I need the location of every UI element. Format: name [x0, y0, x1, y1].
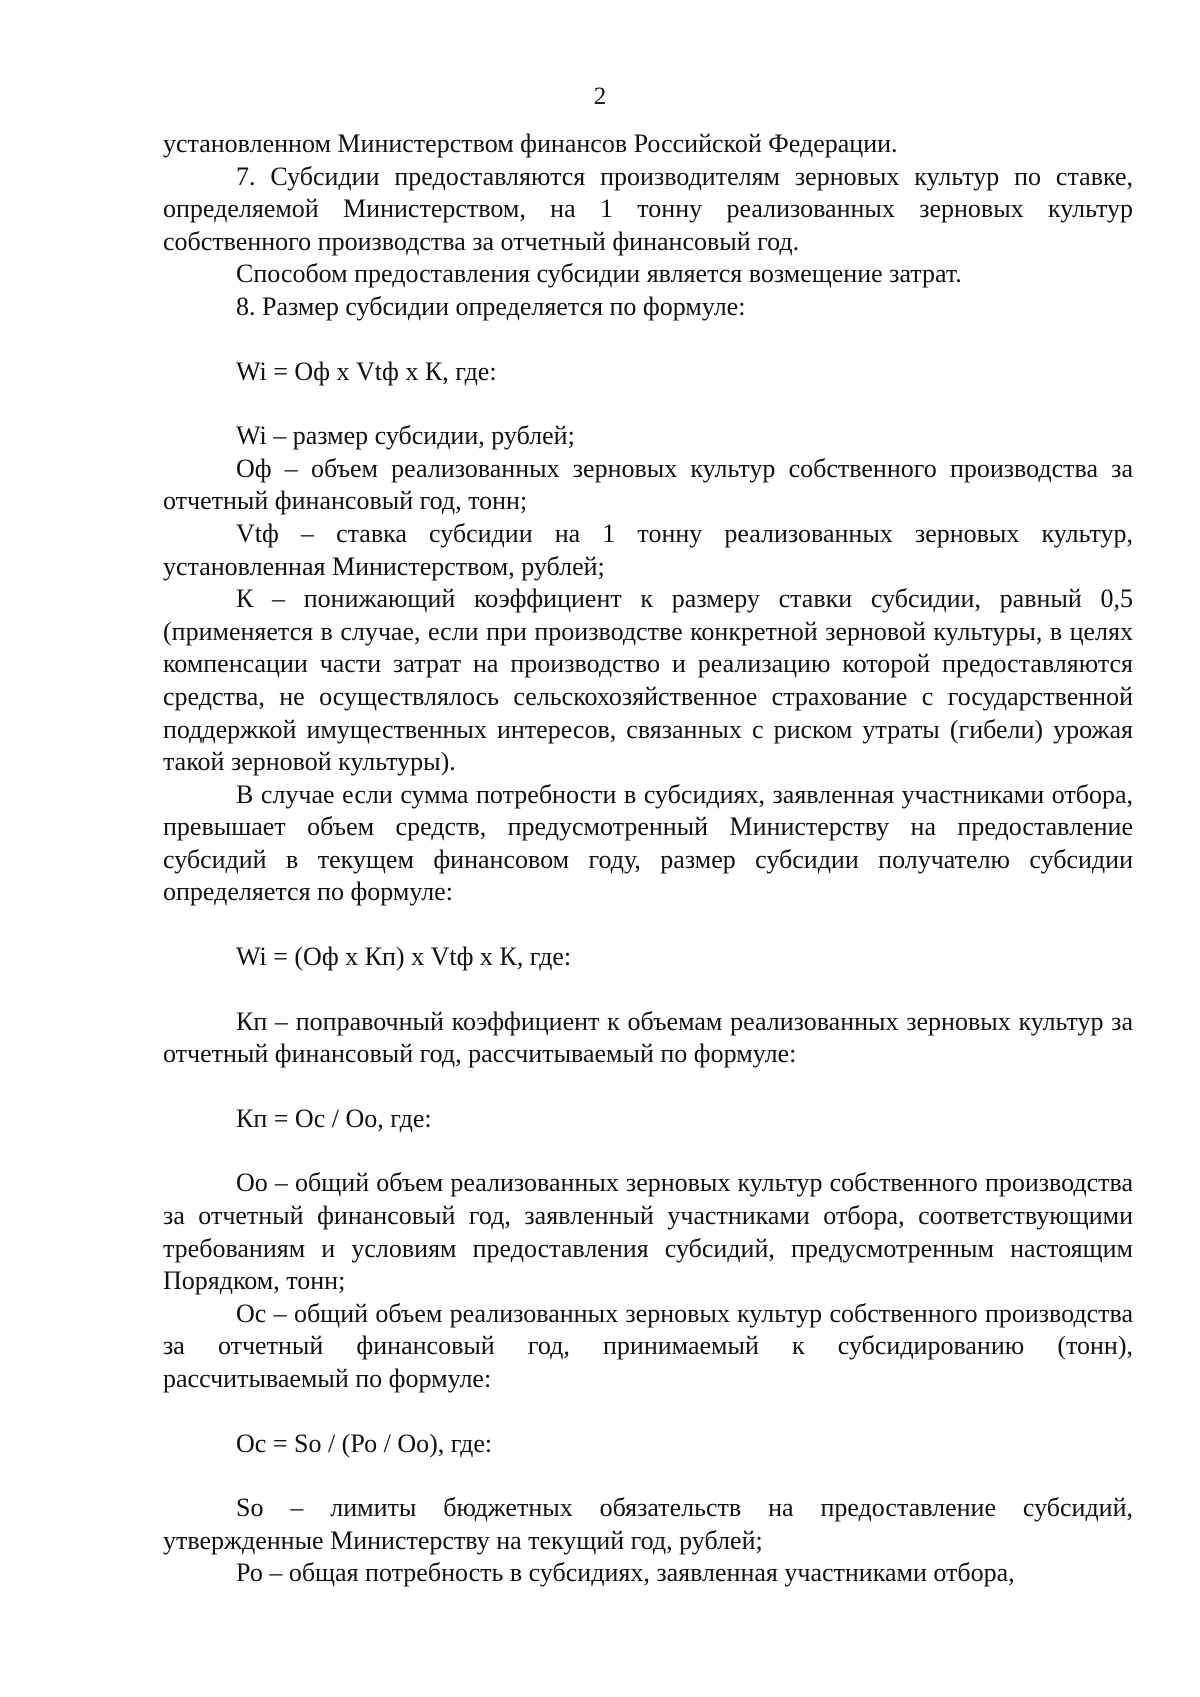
paragraph-item-7: 7. Субсидии предоставляются производителям зерновых культур по ставке, определяемой Министерством, на 1 тонну реализованных зерновых культур собственного производства за отчетный финансовый год. [163, 161, 1133, 256]
paragraph-method: Способом предоставления субсидии является возмещение затрат. [236, 259, 962, 289]
definition-oo: Оо – общий объем реализованных зерновых культур собственного производства за отчетный финансовый год, заявленный участниками отбора, соответствующими требованиям и условиям предоставления субсидий, предусмотренным настоящим Порядком, тонн; [163, 1168, 1133, 1296]
paragraph-continuation: установленном Министерством финансов Российской Федерации. [163, 129, 898, 158]
definition-wi: Wi – размер субсидии, рублей; [236, 421, 575, 451]
definition-ro: Ро – общая потребность в субсидиях, заявленная участниками отбора, [236, 1558, 1015, 1588]
formula-kp: Кп = Ос / Оо, где: [236, 1103, 432, 1133]
paragraph-item-8: 8. Размер субсидии определяется по формуле: [236, 291, 746, 321]
definition-oc: Ос – общий объем реализованных зерновых культур собственного производства за отчетный финансовый год, принимаемый к субсидированию (тонн), рассчитываемый по формуле: [163, 1298, 1133, 1393]
formula-subsidy: Wi = Оф х Vtф х К, где: [236, 356, 497, 386]
page-number: 2 [593, 83, 607, 110]
formula-oc: Ос = So / (Ро / Оо), где: [236, 1428, 493, 1458]
definition-kp: Кп – поправочный коэффициент к объемам реализованных зерновых культур за отчетный финансовый год, рассчитываемый по формуле: [163, 1006, 1133, 1069]
definition-of: Оф – объем реализованных зерновых культур собственного производства за отчетный финансовый год, тонн; [163, 453, 1133, 516]
formula-subsidy-adjusted: Wi = (Оф х Кп) х Vtф х К, где: [236, 942, 572, 972]
definition-so: So – лимиты бюджетных обязательств на предоставление субсидий, утвержденные Министерству на текущий год, рублей; [163, 1493, 1133, 1555]
definition-k: К – понижающий коэффициент к размеру ставки субсидии, равный 0,5 (применяется в случае, если при производстве конкретной зерновой культуры, в целях компенсации части затрат на производство и реализацию которой предоставляются средства, не осуществлялось сельскохозяйственное страхование с государственной поддержкой имущественных интересов, связанных с риском утраты (гибели) урожая такой зерновой культуры). [163, 584, 1133, 777]
definition-vtf: Vtф – ставка субсидии на 1 тонну реализованных зерновых культур, установленная Министерством, рублей; [163, 518, 1133, 581]
paragraph-excess-case: В случае если сумма потребности в субсидиях, заявленная участниками отбора, превышает объем средств, предусмотренный Министерству на предоставление субсидий в текущем финансовом году, размер субсидии получателю субсидии определяется по формуле: [163, 779, 1133, 907]
document-body [163, 128, 1133, 1590]
